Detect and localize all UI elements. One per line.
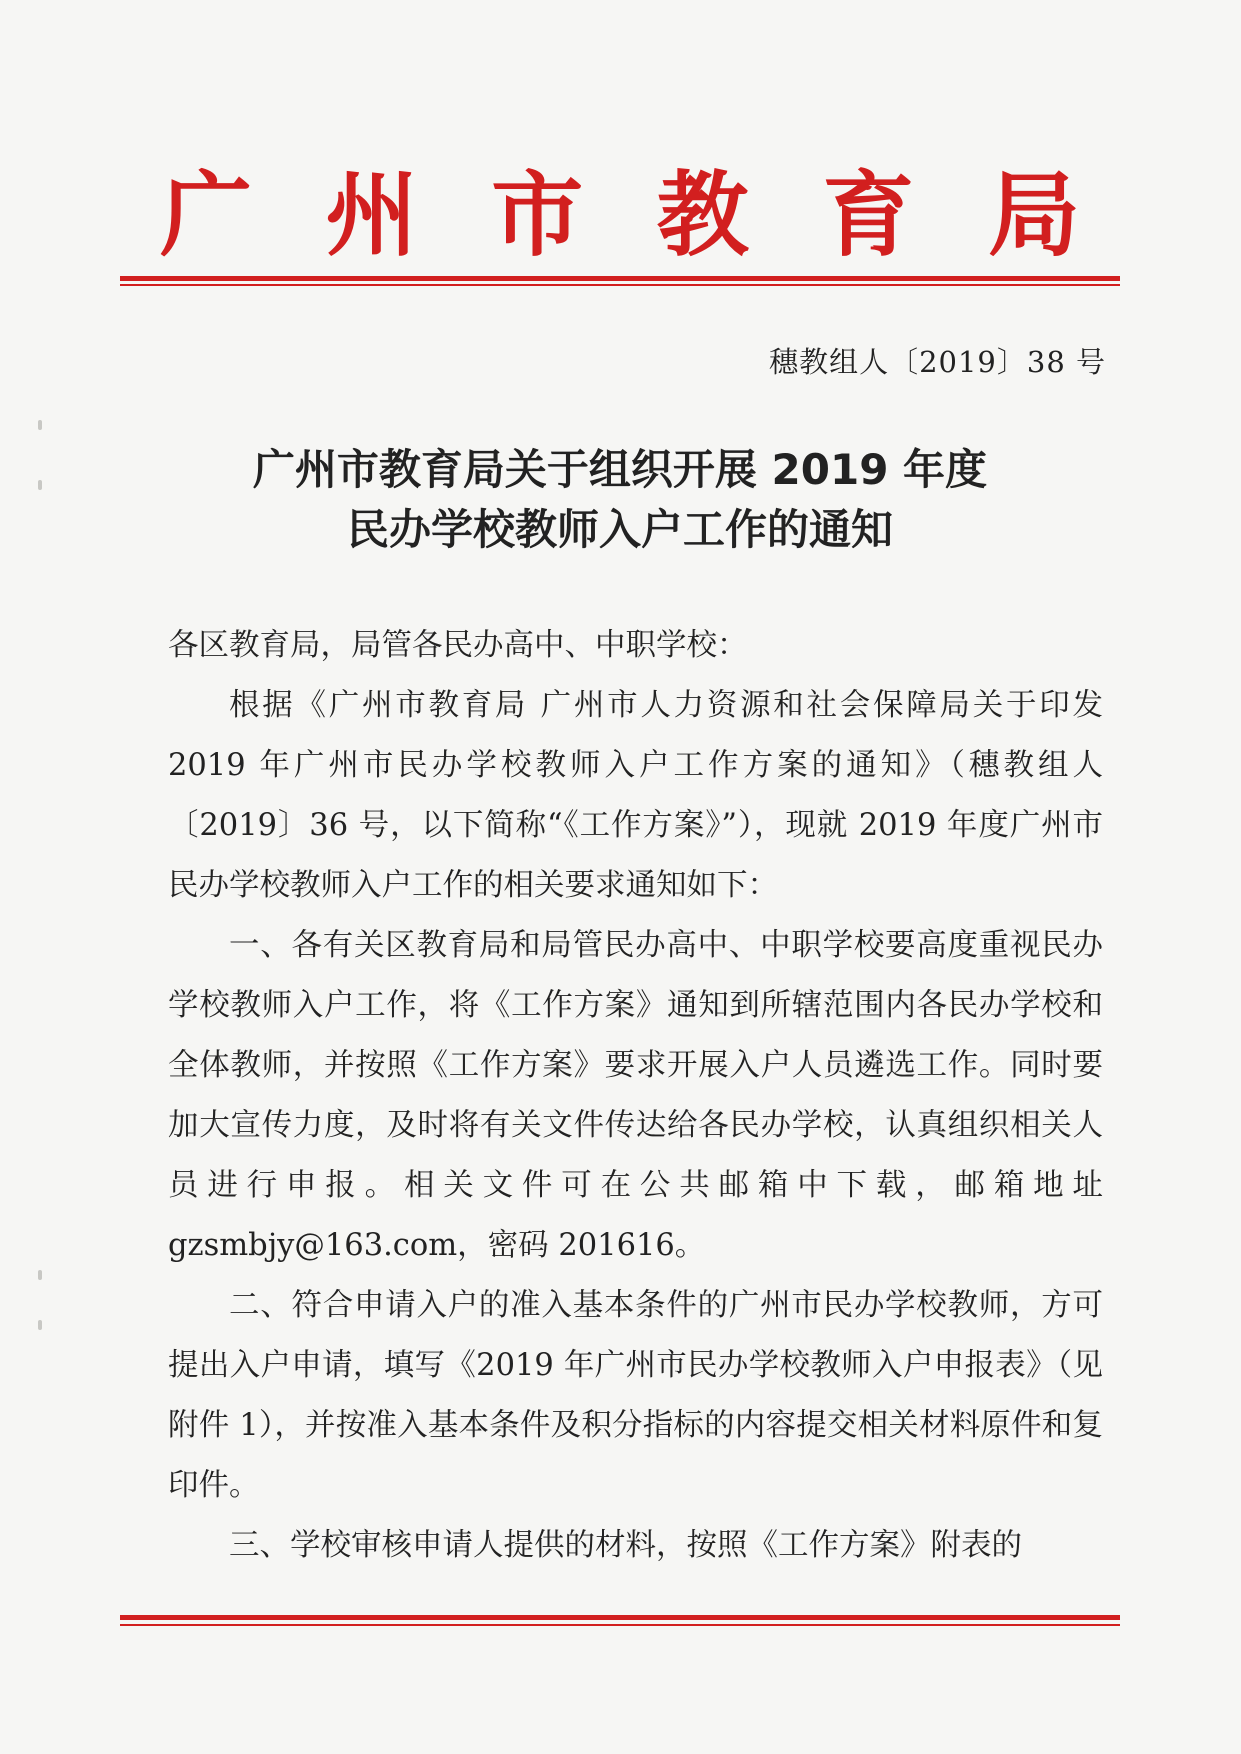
letterhead-divider-thick (120, 276, 1120, 281)
title-line-1: 广州市教育局关于组织开展 2019 年度 (252, 445, 988, 494)
title-line-2: 民办学校教师入户工作的通知 (346, 505, 893, 554)
footer-divider-thick (120, 1615, 1120, 1620)
binding-hole-mark (38, 480, 42, 490)
binding-hole-mark (38, 1270, 42, 1280)
letterhead-char: 市 (491, 161, 584, 269)
salutation: 各区教育局，局管各民办高中、中职学校： (168, 628, 748, 663)
binding-hole-mark (38, 420, 42, 430)
paragraph: 根据《广州市教育局 广州市人力资源和社会保障局关于印发 2019 年广州市民办学校教师入户工作方案的通知》（穗教组人〔2019〕36 号，以下简称“《工作方案》”），现就 2019 年度广州市民办学校教师入户工作的相关要求通知如下： (168, 688, 1103, 903)
paragraph: 一、各有关区教育局和局管民办高中、中职学校要高度重视民办学校教师入户工作，将《工作方案》通知到所辖范围内各民办学校和全体教师，并按照《工作方案》要求开展入户人员遴选工作。同时要加大宣传力度，及时将有关文件传达给各民办学校，认真组织相关人员进行申报。相关文件可在公共邮箱中下载，邮箱地址 gzsmbjy@163.com，密码 201616。 (168, 928, 1103, 1263)
document-body (168, 616, 1103, 1576)
letterhead (160, 160, 1080, 270)
binding-hole-mark (38, 1320, 42, 1330)
letterhead-char: 教 (656, 161, 749, 269)
letterhead-char: 广 (160, 161, 253, 269)
paragraph: 三、学校审核申请人提供的材料，按照《工作方案》附表的 (229, 1528, 1022, 1563)
letterhead-divider-thin (120, 284, 1120, 286)
document-title (120, 440, 1120, 560)
document-number: 穗教组人〔2019〕38 号 (769, 345, 1106, 379)
letterhead-char: 育 (822, 161, 915, 269)
letterhead-char: 州 (325, 161, 418, 269)
paragraph: 二、符合申请入户的准入基本条件的广州市民办学校教师，方可提出入户申请，填写《2019 年广州市民办学校教师入户申报表》（见附件 1），并按准入基本条件及积分指标的内容提交相关材料原件和复印件。 (168, 1288, 1103, 1503)
letterhead-char: 局 (987, 161, 1080, 269)
footer-divider-thin (120, 1624, 1120, 1626)
